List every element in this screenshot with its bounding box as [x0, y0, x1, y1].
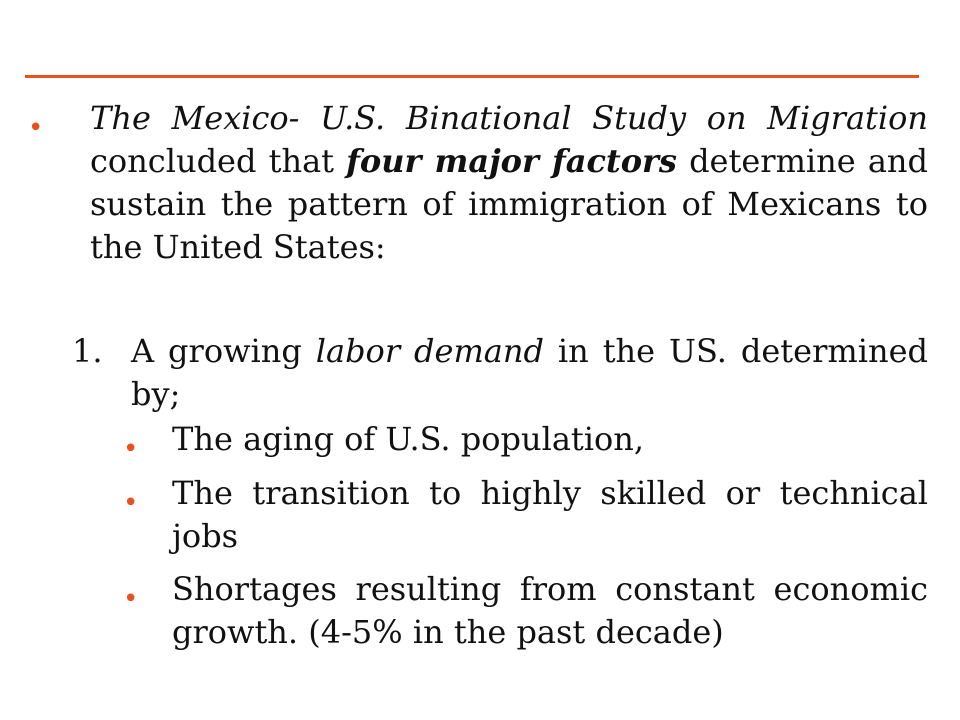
list-item-text: A growing — [131, 332, 316, 370]
intro-paragraph — [90, 97, 928, 269]
study-name: The Mexico- U.S. Binational Study on Migration — [90, 99, 928, 137]
list-item-1 — [131, 330, 928, 416]
emphasis-labor-demand: labor demand — [315, 332, 544, 370]
bullet-icon: • — [123, 434, 139, 464]
list-item-text-end: in the US. determined by; — [131, 332, 929, 413]
intro-text: concluded that — [90, 142, 347, 180]
sub-bullet-shortages: Shortages resulting from constant economic growth. (4-5% in the past decade) — [172, 570, 928, 651]
bullet-icon: • — [123, 584, 139, 614]
bullet-icon: • — [28, 113, 44, 143]
intro-text-end: determine and sustain the pattern of immigration of Mexicans to the United States: — [90, 142, 929, 266]
bullet-icon: • — [123, 488, 139, 518]
sub-bullet-transition: The transition to highly skilled or technical jobs — [172, 474, 928, 555]
list-number: 1. — [72, 332, 103, 370]
emphasis-four-major-factors: four major factors — [346, 142, 677, 180]
title-divider-line — [25, 75, 919, 78]
sub-bullet-aging: The aging of U.S. population, — [172, 420, 645, 458]
